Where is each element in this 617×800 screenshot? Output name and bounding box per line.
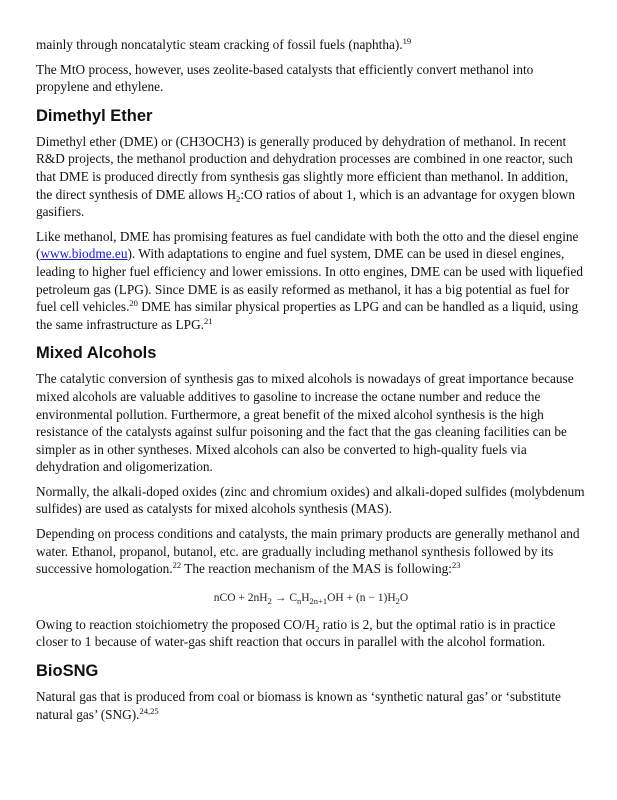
subscript: 2 (315, 623, 320, 634)
dme-paragraph-2 (36, 228, 586, 334)
mas-reaction-equation (36, 590, 586, 606)
footnote-ref[interactable]: 21 (204, 315, 213, 326)
equation-part: H (301, 591, 310, 604)
subscript: 2 (236, 193, 241, 204)
dme-text: Like methanol, DME has promising features as fuel candidate with both the otto and the diesel engine ( (36, 228, 579, 262)
biosng-paragraph-1 (36, 688, 586, 723)
intro-paragraph-1 (36, 36, 586, 54)
dme-text: ). With adaptations to engine and fuel system, DME can be used in diesel engines, leading to higher fuel efficiency and lower emissions. In otto engines, DME can be used with liquefied petroleum gas (LPG). Since DME is as easily reformed as methanol, it has a big potential as fuel for fuel cell vehicles. (36, 246, 583, 315)
mixed-text: Owing to reaction stoichiometry the proposed CO/H (36, 616, 316, 632)
mixed-text: Depending on process conditions and catalysts, the main primary products are generally methanol and water. Ethanol, propanol, butanol, etc. are gradually including methanol synthesis followed by its successive homologation. (36, 526, 580, 577)
equation-part: O (399, 591, 409, 604)
mixed-text: The reaction mechanism of the MAS is following: (181, 561, 452, 577)
reaction-arrow: → (274, 591, 287, 604)
subscript: 2 (395, 595, 400, 606)
equation-part: nCO + 2nH (213, 591, 268, 604)
dme-text: :CO ratios of about 1, which is an advantage for oxygen blown gasifiers. (36, 186, 575, 220)
intro-text: mainly through noncatalytic steam cracking of fossil fuels (naphtha). (36, 37, 403, 52)
footnote-ref[interactable]: 19 (402, 36, 412, 46)
biodme-link[interactable]: www.biodme.eu (40, 246, 128, 262)
dme-paragraph-1 (36, 133, 586, 221)
equation-part: OH + (n − 1)H (327, 591, 396, 604)
dme-text: Dimethyl ether (DME) or (CH3OCH3) is generally produced by dehydration of methanol. In recent R&D projects, the methanol production and dehydration processes are combined in one reactor, such that DME is produced directly from synthesis gas slightly more efficient than methanol. In addition, the direct synthesis of DME allows H (36, 133, 573, 202)
mixed-paragraph-1: The catalytic conversion of synthesis gas to mixed alcohols is nowadays of great importance because mixed alcohols are valuable additives to gasoline to increase the octane number and reduce the environmental pollution. Furthermore, a great benefit of the mixed alcohol synthesis is the high resistance of the catalysts against sulfur poisoning and the fact that the gas cleaning facilities can be simpler as in other syntheses. Mixed alcohols can also be converted to high-quality fuels via dehydration and oligomerization. (36, 371, 574, 475)
subscript: n (296, 595, 302, 606)
mixed-paragraph-2: Normally, the alkali-doped oxides (zinc and chromium oxides) and alkali-doped sulfides (molybdenum sulfides) are used as catalysts for mixed alcohols synthesis (MAS). (36, 483, 585, 517)
biosng-text: Natural gas that is produced from coal or biomass is known as ‘synthetic natural gas’ or ‘substitute natural gas’ (SNG). (36, 689, 561, 722)
heading-mixed-alcohols: Mixed Alcohols (36, 344, 157, 363)
footnote-ref[interactable]: 23 (451, 560, 461, 571)
intro-paragraph-2: The MtO process, however, uses zeolite-based catalysts that efficiently convert methanol into propylene and ethylene. (36, 61, 534, 95)
subscript: 2n+1 (309, 595, 328, 606)
equation-part: C (289, 591, 297, 604)
footnote-ref[interactable]: 24,25 (139, 705, 159, 716)
mixed-paragraph-4 (36, 616, 586, 651)
heading-dimethyl-ether: Dimethyl Ether (36, 106, 153, 125)
heading-biosng: BioSNG (36, 662, 99, 681)
mixed-paragraph-3 (36, 525, 586, 578)
dme-text: DME has similar physical properties as LPG and can be handled as a liquid, using the same infrastructure as LPG. (36, 299, 579, 332)
footnote-ref[interactable]: 20 (129, 298, 138, 309)
document-page (36, 36, 586, 730)
footnote-ref[interactable]: 22 (172, 560, 182, 571)
subscript: 2 (267, 595, 272, 606)
mixed-text: ratio is 2, but the optimal ratio is in practice closer to 1 because of water-gas shift reaction that occurs in parallel with the alcohol formation. (36, 616, 556, 650)
